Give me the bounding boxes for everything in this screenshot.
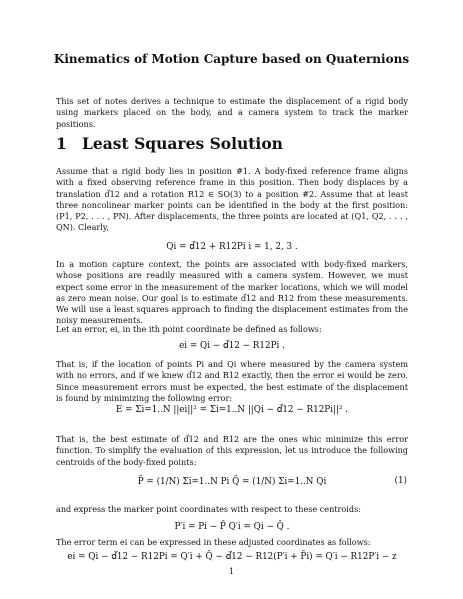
paragraph-7: The error term ei can be expressed in these adjusted coordinates as follows:: [56, 537, 371, 547]
equation-number-1: (1): [394, 476, 407, 486]
document-title: Kinematics of Motion Capture based on Quaternions: [53, 52, 410, 66]
equation-4: P̄ = (1/N) Σi=1..N Pi Q̄ = (1/N) Σi=1..N Qi: [137, 477, 327, 487]
equation-3: E = Σi=1..N ||ei||² = Σi=1..N ||Qi − d⃗12 − R12Pi||² .: [115, 405, 349, 415]
page-number: 1: [228, 566, 235, 576]
section-heading: [56, 134, 283, 153]
paragraph-3: Let an error, ei, in the ith point coordinate be defined as follows:: [56, 324, 322, 334]
paragraph-1: Assume that a rigid body lies in position #1. A body-fixed reference frame aligns with a fixed observing reference frame in this position. Then body displaces by a translation d⃗12 and a rotation R12 ∈ SO(3) to a position #2. Assume that at least three noncolinear marker points can be identified in the body at the first position: (P1, P2, . . . , PN). After displacements, the three points are located at (Q1, Q2, . . . , QN). Clearly,: [56, 166, 408, 233]
equation-2: ei = Qi − d⃗12 − R12Pi .: [179, 341, 285, 351]
equation-1: Qi = d⃗12 + R12Pi i = 1, 2, 3 .: [166, 242, 298, 252]
abstract-paragraph: This set of notes derives a technique to estimate the displacement of a rigid body using markers placed on the body, and a camera system to track the marker positions.: [56, 96, 408, 129]
section-number: 1: [56, 134, 67, 153]
equation-6: ei = Qi − d⃗12 − R12Pi = Q′i + Q̄ − d⃗12 − R12(P′i + P̄i) = Q′i − R12P′i − z: [67, 552, 397, 562]
paragraph-4: That is, if the location of points Pi and Qi where measured by the camera system with no errors, and if we knew d⃗12 and R12 exactly, then the error ei would be zero. Since measurement errors must be expected, the best estimate of the displacement is found by minimizing the following error:: [56, 359, 408, 403]
equation-5: P′i = Pi − P̄ Q′i = Qi − Q̄ .: [174, 522, 290, 532]
paragraph-2: In a motion capture context, the points are associated with body-fixed markers, whose positions are readily measured with a camera system. However, we must expect some error in the measurement of the marker locations, which we will model as zero mean noise. Our goal is to estimate d⃗12 and R12 from these measurements. We will use a least squares approach to finding the displacement estimates from the noisy measurements.: [56, 259, 408, 326]
paragraph-5: That is, the best estimate of d⃗12 and R12 are the ones whic minimize this error function. To simplify the evaluation of this expression, let us introduce the following centroids of the body-fixed points:: [56, 434, 408, 467]
section-title: Least Squares Solution: [82, 134, 283, 153]
paragraph-6: and express the marker point coordinates with respect to these centroids:: [56, 504, 361, 514]
